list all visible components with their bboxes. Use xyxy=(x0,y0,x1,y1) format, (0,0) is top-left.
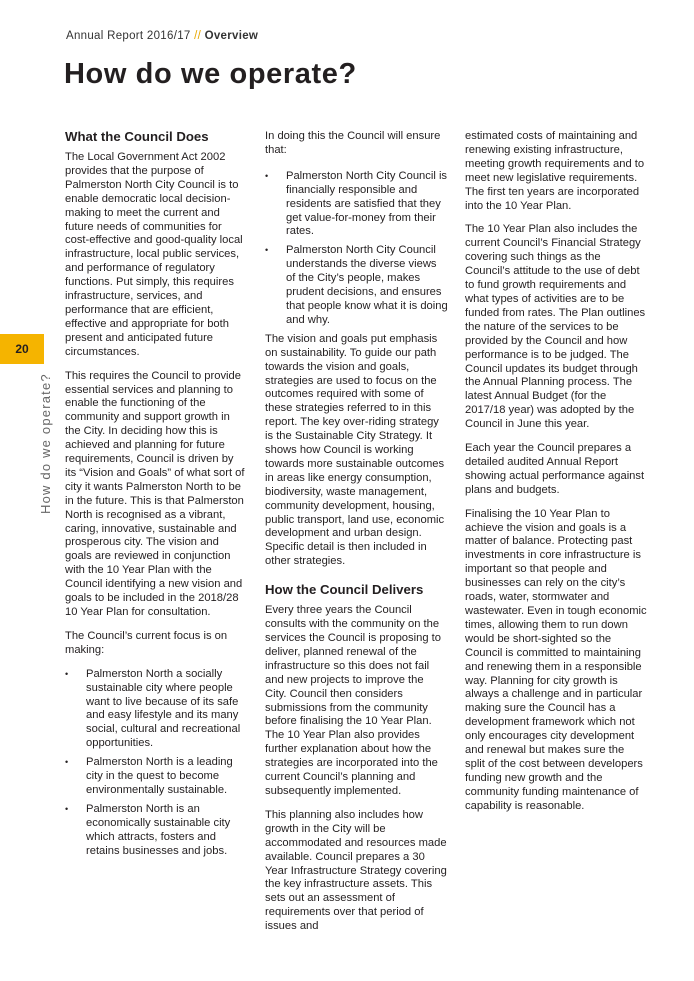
paragraph: The vision and goals put emphasis on sustainability. To guide our path towards the vision and goals, strategies are used to focus on the outcomes required with some of these strategies referred to in this report. The key over-riding strategy is the Sustainable City Strategy. It shows how Council is working towards more sustainable outcomes in areas like energy consumption, biodiversity, waste management, community development, housing, public transport, land use, economic development and urban design. Specific detail is then included in other strategies. xyxy=(265,332,445,568)
paragraph: Every three years the Council consults with the community on the services the Council is proposing to deliver, planned renewal of the infrastructure so this does not fail and new projects to improve the City. Council then considers submissions from the community before finalising the 10 Year Plan. The 10 Year Plan also provides further explanation about how the strategies are incorporated into the current Council’s planning and subsequently implemented. xyxy=(265,604,441,797)
column-1 xyxy=(65,128,247,864)
paragraph: The 10 Year Plan also includes the current Council’s Financial Strategy covering such things as the Council’s attitude to the use of debt to fund growth requirements and what types of activities are to be funded from rates. The Plan outlines the nature of the services to be provided by the Council and how performance is to be judged. The Council updates its budget through the Annual Planning process. The latest Annual Budget (for the 2017/18 year) was adopted by the Council in June this year. xyxy=(465,223,646,431)
page-number-tab: 20 xyxy=(0,334,44,364)
paragraph: The Local Government Act 2002 provides that the purpose of Palmerston North City Council is to enable democratic local decision-making to meet the current and future needs of communities for cost-effective and good-quality local infrastructure, local public services, and performance of regulatory functions. Put simply, this requires infrastructure, services, and performance that are efficient, effective and appropriate for both present and anticipated future circumstances. xyxy=(65,151,243,358)
paragraph: estimated costs of maintaining and renewing existing infrastructure, meeting growth requirements and to meet new legislative requirements. The first ten years are incorporated into the 10 Year Plan. xyxy=(465,130,645,212)
header-separator: // xyxy=(194,30,202,42)
paragraph: Each year the Council prepares a detailed audited Annual Report showing actual performance against plans and budgets. xyxy=(465,442,645,496)
paragraph: In doing this the Council will ensure that: xyxy=(265,130,441,156)
section-name: Overview xyxy=(204,30,259,42)
paragraph: This planning also includes how growth in the City will be accommodated and resources made available. Council prepares a 30 Year Infrastructure Strategy covering the key infrastructure assets. This sets out an assessment of requirements over that period of issues and xyxy=(265,808,447,933)
side-section-label: How do we operate? xyxy=(38,373,53,514)
ensure-list xyxy=(265,170,448,328)
paragraph: This requires the Council to provide essential services and planning to enable the functioning of the community and support growth in the City. In deciding how this is achieved and planning for future requirements, Council is driven by its “Vision and Goals” of what sort of city it wants Palmerston North to be in the future. This is that Palmerston North is recognised as a vibrant, caring, innovative, sustainable and prosperous city. The vision and goals are reviewed in conjunction with the 10 Year Plan with the Council identifying a new vision and goals to be included in the 2018/28 10 Year Plan for consultation. xyxy=(65,369,245,618)
list-item: • Palmerston North is an economically sustainable city which attracts, fosters and retains businesses and jobs. xyxy=(65,803,247,859)
running-header xyxy=(66,30,258,42)
heading-what-council-does: What the Council Does xyxy=(65,129,209,144)
focus-list xyxy=(65,668,247,859)
list-item: • Palmerston North City Council is financially responsible and residents are satisfied that they get value-for-money from their rates. xyxy=(265,170,448,240)
column-2 xyxy=(265,130,448,944)
report-name: Annual Report 2016/17 xyxy=(66,30,191,42)
paragraph: Finalising the 10 Year Plan to achieve the vision and goals is a matter of balance. Protecting past investments in core infrastructure is important so that people and businesses can rely on the city’s roads, water, stormwater and wastewater. Even in tough economic times, allowing them to run down would be short-sighted so the Council is committed to maintaining and renewing them in a responsible way. Planning for city growth is always a challenge and in particular making sure the Council has a development framework which not only encourages city development and renewal but makes sure the split of the cost between developers funding new growth and the community funding maintenance of capability is reasonable. xyxy=(465,507,647,812)
page-title: How do we operate? xyxy=(64,58,357,90)
paragraph: The Council’s current focus is on making: xyxy=(65,629,228,656)
list-item: • Palmerston North is a leading city in the quest to become environmentally sustainable. xyxy=(65,756,247,798)
column-3 xyxy=(465,130,647,824)
heading-how-council-delivers: How the Council Delivers xyxy=(265,582,424,598)
list-item: • Palmerston North City Council understands the diverse views of the City’s people, makes prudent decisions, and ensures that people know what it is doing and why. xyxy=(265,244,448,327)
list-item: • Palmerston North a socially sustainable city where people want to live because of its safe and easy lifestyle and its many social, cultural and recreational opportunities. xyxy=(65,668,247,751)
